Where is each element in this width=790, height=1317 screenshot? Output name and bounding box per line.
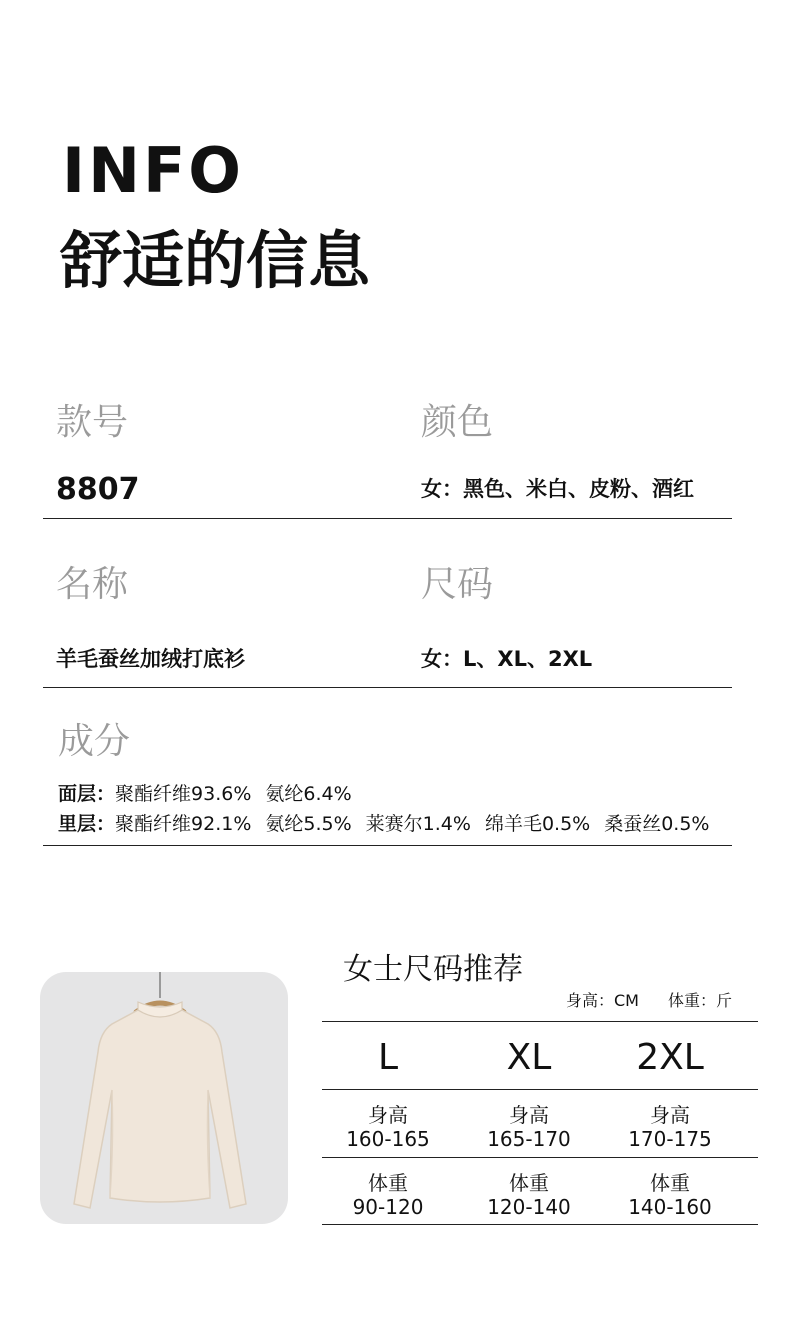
composition-outer-line bbox=[58, 785, 366, 804]
table-cell bbox=[600, 1171, 740, 1219]
height-label: 身高 bbox=[650, 1103, 690, 1127]
height-range: 160-165 bbox=[346, 1127, 430, 1151]
weight-range: 120-140 bbox=[487, 1195, 571, 1219]
weight-label: 体重 bbox=[650, 1171, 690, 1195]
size-value: 女：L、XL、2XL bbox=[421, 647, 593, 671]
composition-inner-prefix: 里层： bbox=[58, 813, 116, 835]
style-number-value: 8807 bbox=[56, 472, 140, 507]
table-divider bbox=[322, 1157, 758, 1158]
table-divider bbox=[322, 1089, 758, 1090]
size-label: 尺码 bbox=[421, 564, 494, 605]
size-table-title: 女士尺码推荐 bbox=[343, 952, 523, 987]
weight-range: 140-160 bbox=[628, 1195, 712, 1219]
composition-outer-prefix: 面层： bbox=[58, 783, 116, 805]
divider bbox=[43, 518, 732, 519]
size-header-2xl: 2XL bbox=[636, 1037, 704, 1078]
table-divider bbox=[322, 1224, 758, 1225]
product-photo bbox=[40, 972, 288, 1224]
height-range: 165-170 bbox=[487, 1127, 571, 1151]
composition-inner-line bbox=[58, 815, 710, 834]
shirt-illustration bbox=[40, 972, 288, 1224]
composition-label: 成分 bbox=[58, 721, 131, 762]
divider bbox=[43, 687, 732, 688]
table-cell bbox=[459, 1103, 599, 1151]
table-cell bbox=[318, 1171, 458, 1219]
size-header-l: L bbox=[377, 1037, 399, 1078]
composition-item: 桑蚕丝0.5% bbox=[604, 813, 710, 835]
size-header-xl: XL bbox=[506, 1037, 552, 1078]
color-value: 女：黑色、米白、皮粉、酒红 bbox=[421, 477, 694, 501]
divider bbox=[43, 845, 732, 846]
height-label: 身高 bbox=[509, 1103, 549, 1127]
composition-item: 莱赛尔1.4% bbox=[365, 813, 471, 835]
height-range: 170-175 bbox=[628, 1127, 712, 1151]
table-cell bbox=[318, 1103, 458, 1151]
height-label: 身高 bbox=[368, 1103, 408, 1127]
composition-item: 氨纶6.4% bbox=[265, 783, 352, 805]
height-unit-note: 身高：CM bbox=[566, 991, 639, 1010]
composition-item: 聚酯纤维93.6% bbox=[115, 783, 252, 805]
weight-label: 体重 bbox=[368, 1171, 408, 1195]
weight-unit-note: 体重：斤 bbox=[668, 991, 733, 1010]
table-cell bbox=[459, 1171, 599, 1219]
page-title-en: INFO bbox=[62, 134, 245, 207]
product-name-label: 名称 bbox=[56, 564, 129, 605]
color-label: 颜色 bbox=[421, 402, 494, 443]
weight-label: 体重 bbox=[509, 1171, 549, 1195]
weight-range: 90-120 bbox=[352, 1195, 424, 1219]
composition-item: 聚酯纤维92.1% bbox=[115, 813, 252, 835]
style-number-label: 款号 bbox=[56, 402, 129, 443]
composition-item: 绵羊毛0.5% bbox=[484, 813, 591, 835]
page-title-zh: 舒适的信息 bbox=[60, 224, 371, 297]
table-cell bbox=[600, 1103, 740, 1151]
table-divider bbox=[322, 1021, 758, 1022]
product-name-value: 羊毛蚕丝加绒打底衫 bbox=[56, 647, 245, 671]
composition-item: 氨纶5.5% bbox=[265, 813, 352, 835]
